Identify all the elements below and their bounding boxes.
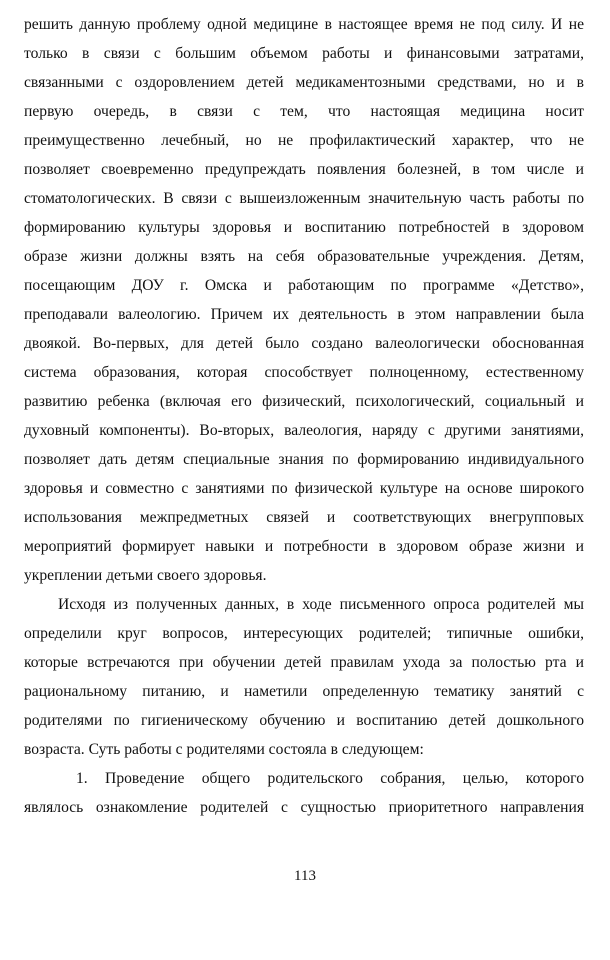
text-line: мероприятий формирует навыки и потребности в здоровом образе жизни и bbox=[24, 538, 584, 555]
text-line: образе жизни должны взять на себя образовательные учреждения. Детям, bbox=[24, 248, 584, 265]
text-line: рациональному питанию, и наметили определенную тематику занятий с bbox=[24, 683, 584, 700]
paragraph-2 bbox=[24, 590, 584, 764]
text-line: 1. Проведение общего родительского собрания, целью, которого bbox=[76, 770, 584, 787]
text-line: здоровья и совместно с занятиями по физической культуре на основе широкого bbox=[24, 480, 584, 497]
page-number: 113 bbox=[294, 868, 316, 884]
text-line: решить данную проблему одной медицине в настоящее время не под силу. И не bbox=[24, 16, 584, 33]
paragraph-3 bbox=[24, 764, 584, 822]
text-line: система образования, которая способствует полноценному, естественному bbox=[24, 364, 584, 381]
text-line: родителями по гигиеническому обучению и воспитанию детей дошкольного bbox=[24, 712, 584, 729]
text-line: укреплении детьми своего здоровья. bbox=[24, 567, 267, 584]
text-line: позволяет дать детям специальные знания по формированию индивидуального bbox=[24, 451, 584, 468]
text-line: двоякой. Во-первых, для детей было создано валеологически обоснованная bbox=[24, 335, 584, 352]
text-line: преподавали валеологию. Причем их деятельность в этом направлении была bbox=[24, 306, 584, 323]
paragraph-1 bbox=[24, 10, 584, 590]
text-line: первую очередь, в связи с тем, что настоящая медицина носит bbox=[24, 103, 584, 120]
page-body bbox=[24, 10, 584, 822]
text-line: стоматологических. В связи с вышеизложенным значительную часть работы по bbox=[24, 190, 584, 207]
text-line: связанными с оздоровлением детей медикаментозными средствами, но и в bbox=[24, 74, 584, 91]
text-line: преимущественно лечебный, но не профилактический характер, что не bbox=[24, 132, 584, 149]
text-line: являлось ознакомление родителей с сущностью приоритетного направления bbox=[24, 799, 584, 816]
text-line: использования межпредметных связей и соответствующих внегрупповых bbox=[24, 509, 584, 526]
text-line: возраста. Суть работы с родителями состояла в следующем: bbox=[24, 741, 424, 758]
text-line: определили круг вопросов, интересующих родителей; типичные ошибки, bbox=[24, 625, 584, 642]
text-line: духовный компоненты). Во-вторых, валеология, наряду с другими занятиями, bbox=[24, 422, 584, 439]
text-line: посещающим ДОУ г. Омска и работающим по программе «Детство», bbox=[24, 277, 584, 294]
text-line: формированию культуры здоровья и воспитанию потребностей в здоровом bbox=[24, 219, 584, 236]
text-line: развитию ребенка (включая его физический, психологический, социальный и bbox=[24, 393, 584, 410]
text-line: Исходя из полученных данных, в ходе письменного опроса родителей мы bbox=[58, 596, 584, 613]
text-line: которые встречаются при обучении детей правилам ухода за полостью рта и bbox=[24, 654, 584, 671]
text-line: позволяет своевременно предупреждать появления болезней, в том числе и bbox=[24, 161, 584, 178]
text-line: только в связи с большим объемом работы и финансовыми затратами, bbox=[24, 45, 584, 62]
